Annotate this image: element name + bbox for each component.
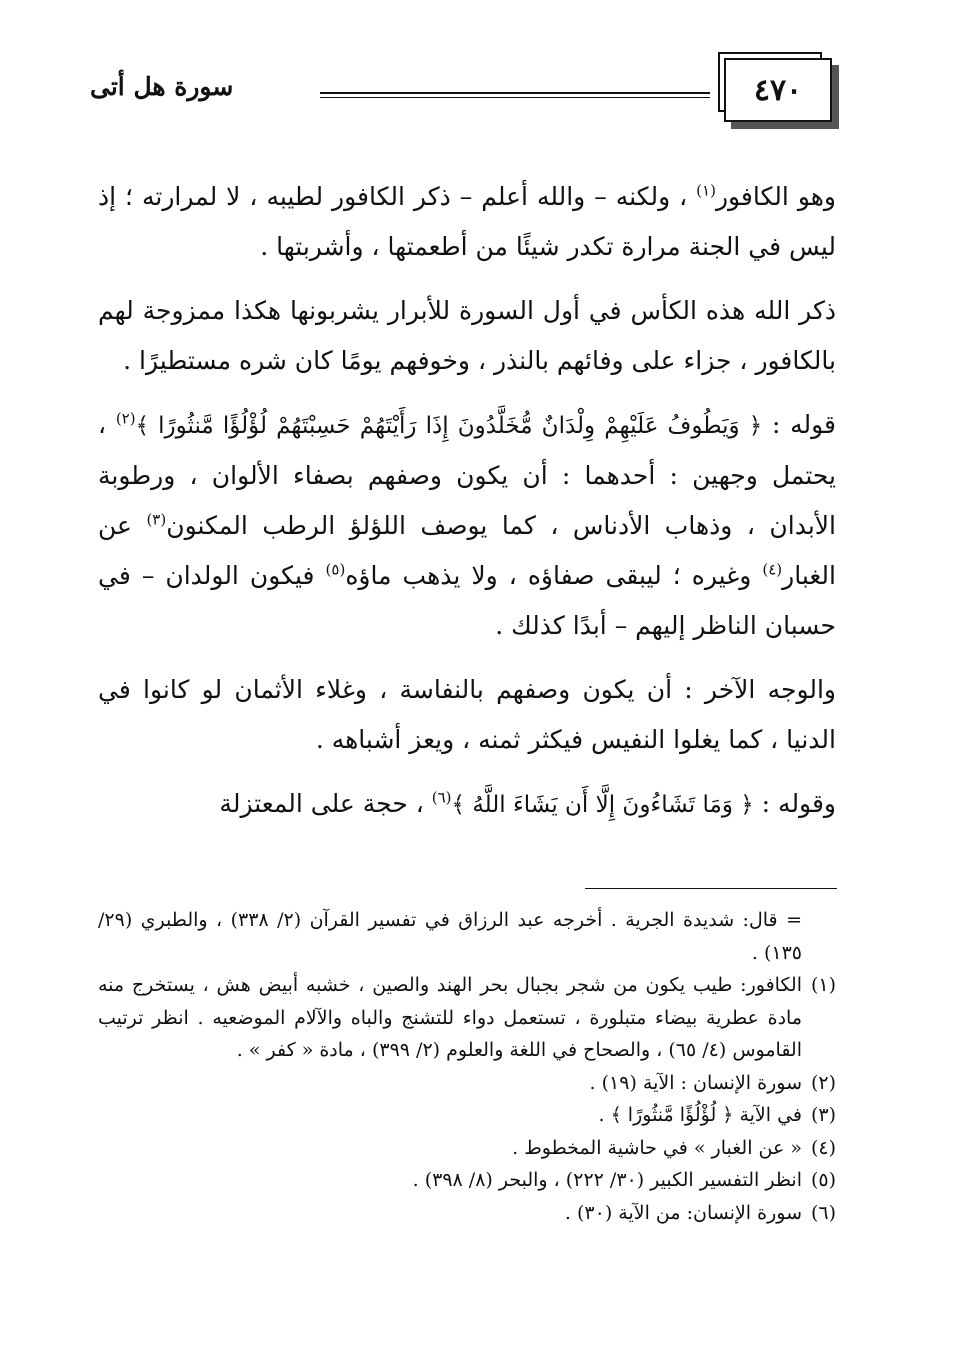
paragraph-5 [98,779,836,830]
footnote-ref-4: (٤) [762,560,783,579]
paragraph-1 [98,172,836,272]
page-number-box [724,58,832,122]
footnote-number: (٥) [810,1169,836,1191]
footnote-text: انظر التفسير الكبير (٣٠/ ٢٢٢) ، والبحر (٨/ ٣٩٨) . [412,1169,802,1191]
quran-verse: ﴿ وَيَطُوفُ عَلَيْهِمْ وِلْدَانٌ مُّخَلَّدُونَ إِذَا رَأَيْتَهُمْ حَسِبْتَهُمْ لُؤْلُؤًا مَّنثُورًا ﴾ [135,413,763,439]
footnote-3 [98,1099,836,1132]
paragraph-4: والوجه الآخر : أن يكون وصفهم بالنفاسة ، وغلاء الأثمان لو كانوا في الدنيا ، كما يغلوا النفيس فيكثر ثمنه ، ويعز أشباهه . [98,675,836,754]
footnote-number: (٤) [810,1136,836,1159]
text-run: ، ولكنه – والله أعلم – ذكر الكافور لطيبه ، لا لمرارته ؛ إذ ليس في الجنة مرارة تكدر شيئًا من أطعمتها ، وأشربتها . [98,182,836,261]
footnote-number: (٦) [810,1201,836,1224]
text-run: ، حجة على المعتزلة [219,789,432,818]
footnote-continuation: = قال: شديدة الجرية . أخرجه عبد الرزاق في تفسير القرآن (٢/ ٣٣٨) ، والطبري (٢٩/ ١٣٥) . [98,909,802,964]
text-run: قوله : [762,410,837,439]
footnote-ref-2: (٢) [115,409,136,428]
text-run: فيكون الولدان – في حسبان الناظر إليهم – أبدًا كذلك . [98,561,836,640]
footnote-number: (٢) [810,1071,836,1094]
footnote-2 [98,1067,836,1100]
surah-title: سورة هل أتى [90,72,234,101]
header-rule [320,92,710,98]
footnote-text: الكافور: طيب يكون من شجر بجبال بحر الهند والصين ، خشبه أبيض هش ، يستخرج منه مادة عطرية بيضاء متبلورة ، تستعمل دواء للتشنج والباه والآلام الموضعيه . انظر ترتيب القاموس (٤/ ٦٥) ، والصحاح في اللغة والعلوم (٢/ ٣٩٩) ، مادة « كفر » . [98,974,802,1061]
footnote-1 [98,969,836,1067]
footnote-text: « عن الغبار » في حاشية المخطوط . [512,1136,802,1159]
text-run: عن الغبار [98,511,836,590]
footnote-ref-3: (٣) [146,510,167,529]
footnote-number: (٣) [810,1104,836,1126]
paragraph-2: ذكر الله هذه الكأس في أول السورة للأبرار يشربونها هكذا ممزوجة لهم بالكافور ، جزاء على وفائهم بالنذر ، وخوفهم يومًا كان شره مستطيرًا . [98,296,836,375]
footnote-5 [98,1164,836,1197]
footnotes [98,904,836,1229]
footnote-text: سورة الإنسان : الآية (١٩) . [589,1071,802,1094]
footnote-text: سورة الإنسان: من الآية (٣٠) . [564,1201,802,1224]
footnote-text: في الآية ﴿ لُؤْلُؤًا مَّنثُورًا ﴾ . [598,1104,802,1126]
footnote-separator [585,888,837,889]
footnote-number: (١) [810,974,836,996]
footnote-ref-6: (٦) [431,788,452,807]
quran-verse: ﴿ وَمَا تَشَاءُونَ إِلَّا أَن يَشَاءَ اللَّهُ ﴾ [451,792,754,818]
text-run: ، يحتمل وجهين : أحدهما : أن يكون وصفهم بصفاء الألوان ، ورطوبة الأبدان ، وذهاب الأدناس ، كما يوصف اللؤلؤ الرطب المكنون [98,410,836,540]
page-header [90,58,832,128]
main-text [98,172,836,844]
footnote-ref-1: (١) [696,181,716,200]
page-number: ٤٧٠ [753,72,803,108]
text-run: وغيره ؛ ليبقى صفاؤه ، ولا يذهب ماؤه [345,561,763,590]
footnote-6 [98,1197,836,1230]
text-run: وقوله : [753,789,836,818]
footnote-4 [98,1132,836,1165]
paragraph-3 [98,400,836,651]
text-run: وهو الكافور [715,182,837,211]
footnote-ref-5: (٥) [325,560,346,579]
